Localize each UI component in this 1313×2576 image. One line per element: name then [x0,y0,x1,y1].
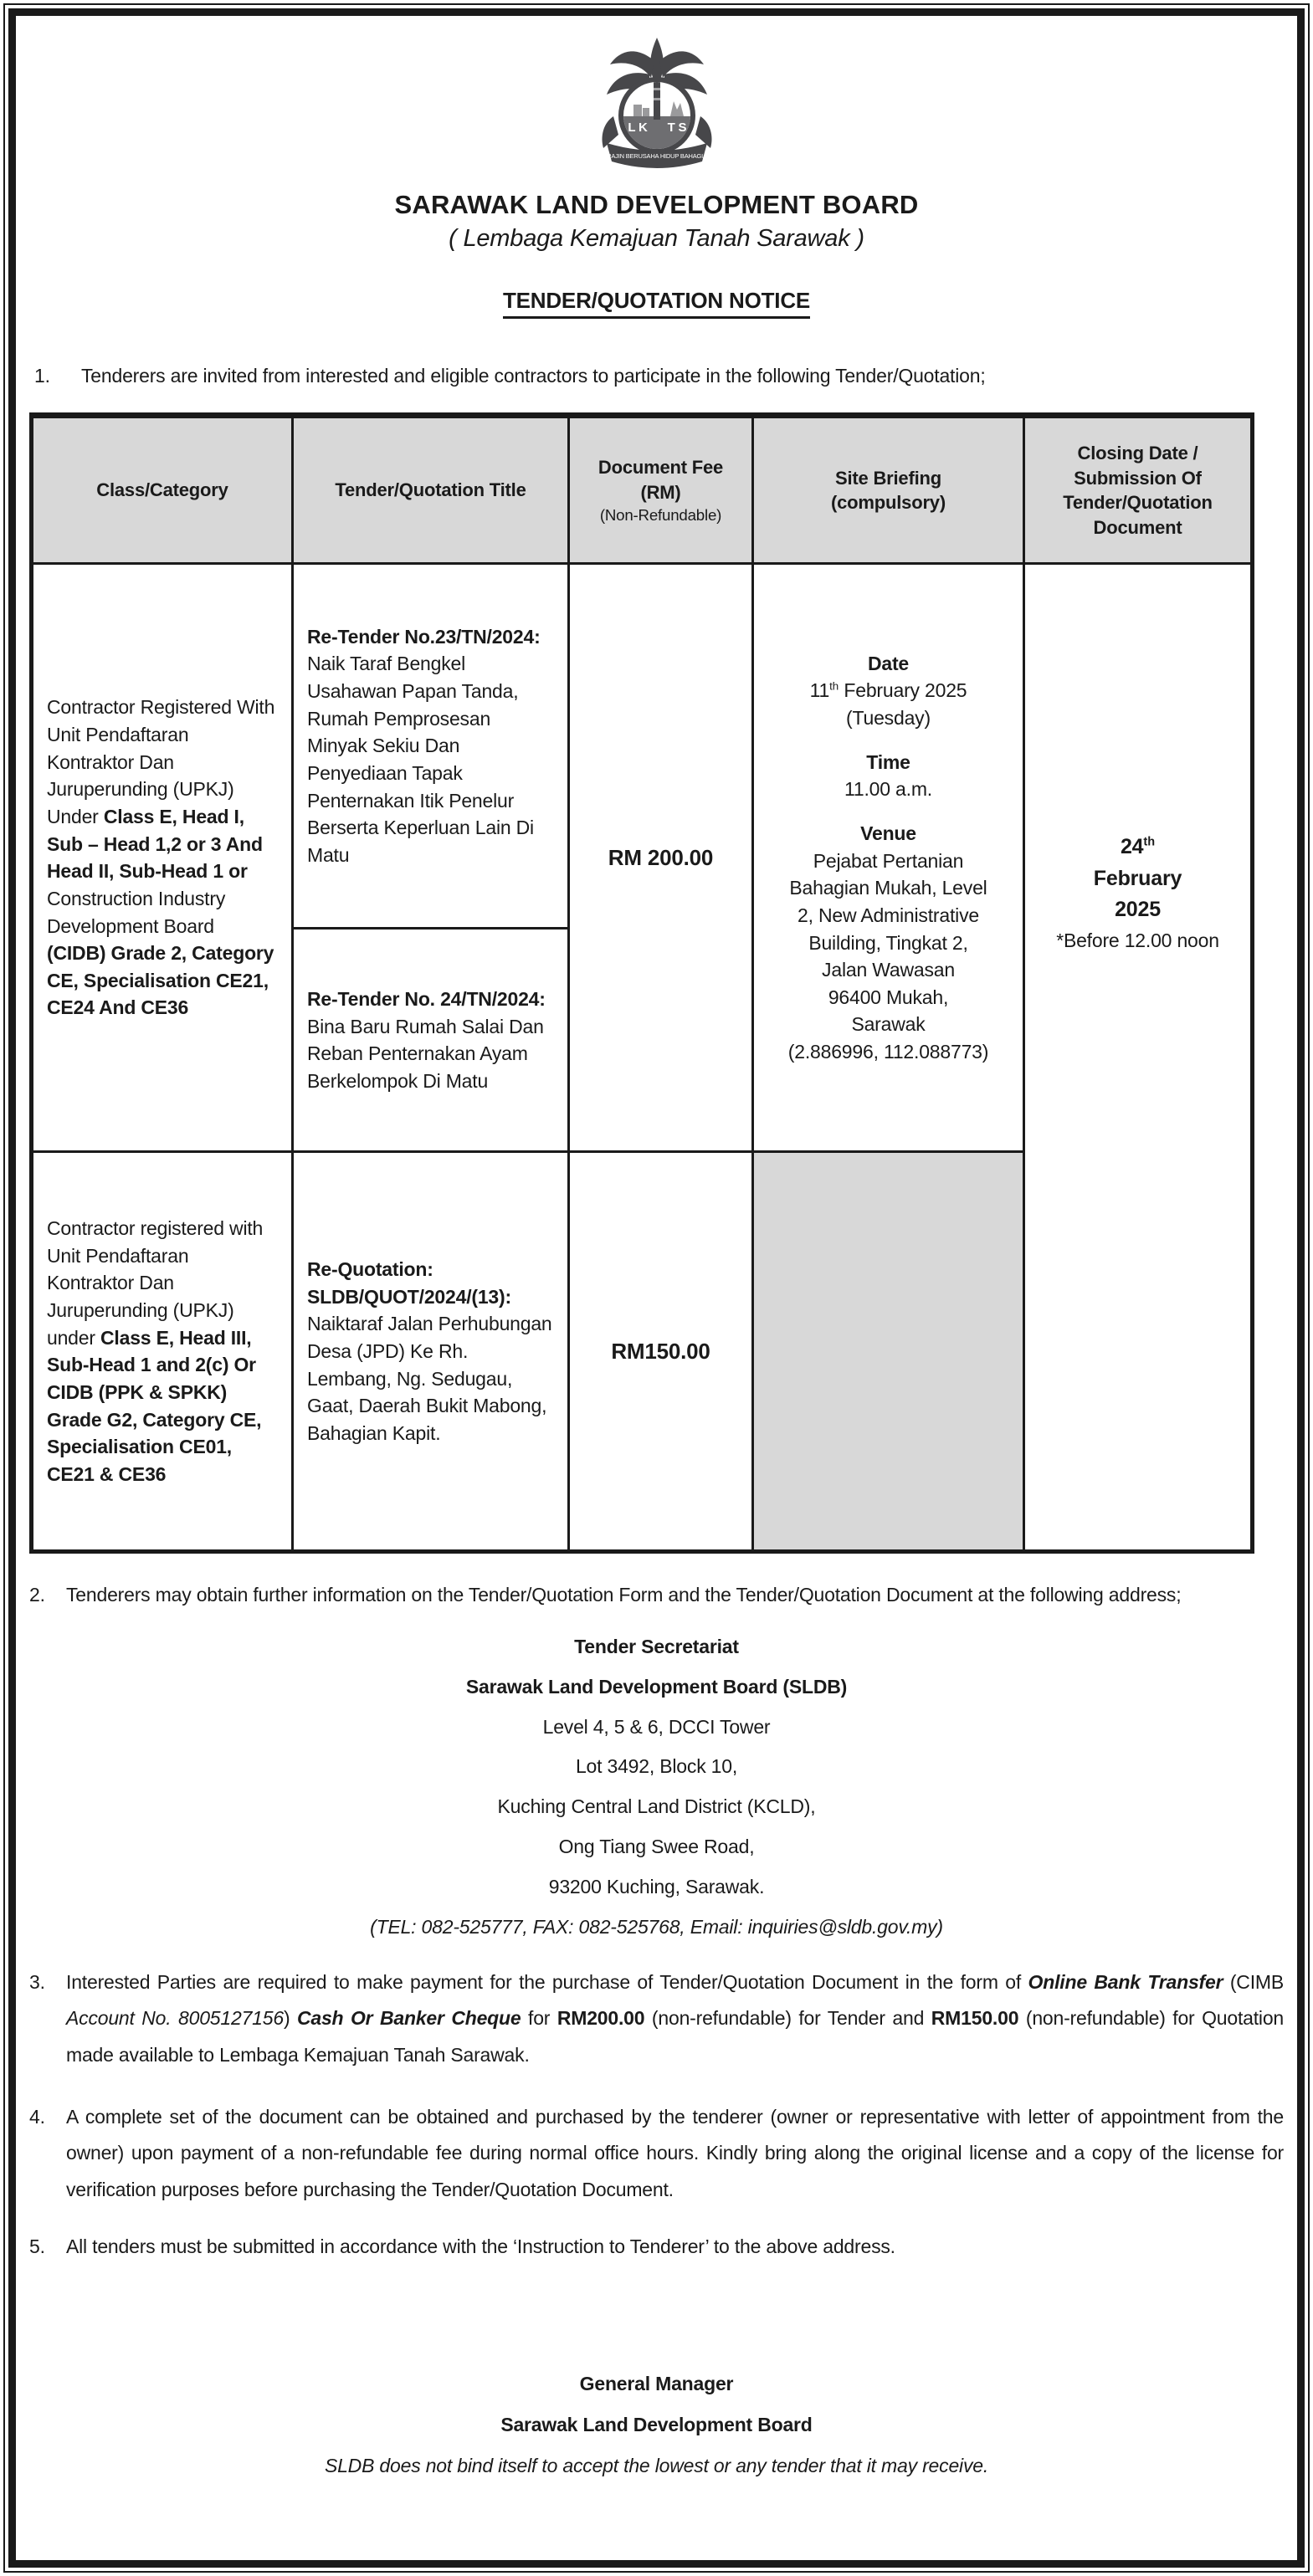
closing-date-value: 24th February 2025 *Before 12.00 noon [1056,835,1219,951]
logo-letters-right: T S [667,120,686,135]
clause-4 [29,2099,1284,2209]
logo-letters-left: L K [627,120,648,135]
col-header-title: Tender/Quotation Title [293,416,569,564]
category-cell-tenders: Contractor Registered With Unit Pendaftaran Kontraktor Dan Juruperunding (UPKJ) Under Class E, Head I, Sub – Head 1,2 or 3 And Head II, Sub-Head 1 or Construction Industry Development Board (CIDB) Grade 2, Category CE, Specialisation CE21, CE24 And CE36 [32,564,293,1152]
title-cell-tender-23 [293,564,569,929]
category-cell-quotation: Contractor registered with Unit Pendaftaran Kontraktor Dan Juruperunding (UPKJ) under Class E, Head III, Sub-Head 1 and 2(c) Or CIDB (PPK & SPKK) Grade G2, Category CE, Specialisation CE01, CE21 & CE36 [32,1152,293,1552]
quotation-description: Naiktaraf Jalan Perhubungan Desa (JPD) Ke Rh. Lembang, Ng. Sedugau, Gaat, Daerah Bukit Mabong, Bahagian Kapit. [307,1313,552,1444]
quotation-ref: Re-Quotation: SLDB/QUOT/2024/(13): [307,1257,511,1308]
tender-24-ref: Re-Tender No. 24/TN/2024: [307,987,546,1010]
page-border-frame [8,8,1305,2568]
briefing-time-group [764,749,1013,803]
logo-motto: RAJIN BERUSAHA HIDUP BAHAGIA [606,152,707,160]
clause-3 [29,1964,1284,2074]
table-header-row [32,416,1253,564]
tender-24-description: Bina Baru Rumah Salai Dan Reban Penternakan Ayam Berkelompok Di Matu [307,1015,544,1092]
clause-1 [29,362,1284,389]
briefing-venue-value: Pejabat Pertanian Bahagian Mukah, Level 2, New Administrative Building, Tingkat 2, Jalan Wawasan 96400 Mukah, Sarawak (2.886996, 112.088773) [787,849,989,1063]
clause-2 [29,1577,1284,1614]
palm-tree-emblem-icon [590,36,724,178]
title-cell-tender-24 [293,929,569,1152]
briefing-time-value: 11.00 a.m. [844,778,932,801]
clause-3-number: 3. [29,1970,45,1993]
sldb-logo [590,36,724,178]
tender-23-ref: Re-Tender No.23/TN/2024: [307,625,541,648]
briefing-date-value: 11th February 2025 (Tuesday) [809,679,967,729]
notice-title: TENDER/QUOTATION NOTICE [503,288,810,319]
clause-3-text: Interested Parties are required to make payment for the purchase of Tender/Quotation Document in the form of Online Bank Transfer (CIMB Account No. 8005127156) Cash Or Banker Cheque for RM200.00 (non-refundable) for Tender and RM150.00 (non-refundable) for Quotation made available to Lembaga Kemajuan Tanah Sarawak. [66,1970,1285,2066]
col-header-site-briefing: Site Briefing (compulsory) [753,416,1024,564]
clause-4-text: A complete set of the document can be obtained and purchased by the tenderer (owner or representative with letter of appointment from the owner) upon payment of a non-refundable fee during normal office hours. Kindly bring along the original license and a copy of the license for verification purposes before purchasing the Tender/Quotation Document. [66,2105,1284,2200]
closing-date-cell [1024,564,1253,1552]
tender-23-description: Naik Taraf Bengkel Usahawan Papan Tanda, Rumah Pemprosesan Minyak Sekiu Dan Penyediaan Tapak Penternakan Itik Penelur Berserta Keperluan Lain Di Matu [307,653,534,866]
fee-cell-quotation: RM150.00 [569,1152,753,1552]
clause-2-number: 2. [29,1584,45,1606]
tender-table [29,412,1254,1554]
clause-2-text: Tenderers may obtain further information on the Tender/Quotation Form and the Tender/Quotation Document at the following address; [66,1584,1182,1606]
tender-secretariat-address: Tender Secretariat Sarawak Land Development Board (SLDB) Level 4, 5 & 6, DCCI Tower Lot 3492, Block 10, Kuching Central Land District (KCLD), Ong Tiang Swee Road, 93200 Kuching, Sarawak. (TEL: 082-525777, FAX: 082-525768, Email: inquiries@sldb.gov.my) [370,1635,943,1938]
clause-5 [29,2229,1284,2266]
clause-4-number: 4. [29,2105,45,2128]
masthead [29,36,1284,319]
org-name-malay: ( Lembaga Kemajuan Tanah Sarawak ) [449,225,864,252]
fee-cell-tender: RM 200.00 [569,564,753,1152]
col-header-document-fee: Document Fee (RM) (Non-Refundable) [569,416,753,564]
briefing-date-label: Date [867,652,910,674]
col-header-class-category: Class/Category [32,416,293,564]
notice-title-row [29,288,1284,319]
clause-5-number: 5. [29,2235,45,2257]
briefing-date-group [764,650,1013,732]
clause-1-text: Tenderers are invited from interested and eligible contractors to participate in the following Tender/Quotation; [81,365,986,387]
table-row-tender-23 [32,564,1253,929]
briefing-venue-group [764,820,1013,1066]
site-briefing-empty-cell [753,1152,1024,1552]
org-name: SARAWAK LAND DEVELOPMENT BOARD [394,190,919,219]
col-header-closing-date: Closing Date / Submission Of Tender/Quotation Document [1024,416,1253,564]
site-briefing-cell [753,564,1024,1152]
briefing-venue-label: Venue [860,822,916,844]
page-content [16,16,1297,2486]
signature-block: General Manager Sarawak Land Development Board SLDB does not bind itself to accept the lowest or any tender that it may receive. [324,2373,989,2476]
clause-1-number: 1. [34,365,50,387]
title-cell-quotation [293,1152,569,1552]
clause-5-text: All tenders must be submitted in accordance with the ‘Instruction to Tenderer’ to the above address. [66,2235,895,2257]
briefing-time-label: Time [866,750,910,773]
